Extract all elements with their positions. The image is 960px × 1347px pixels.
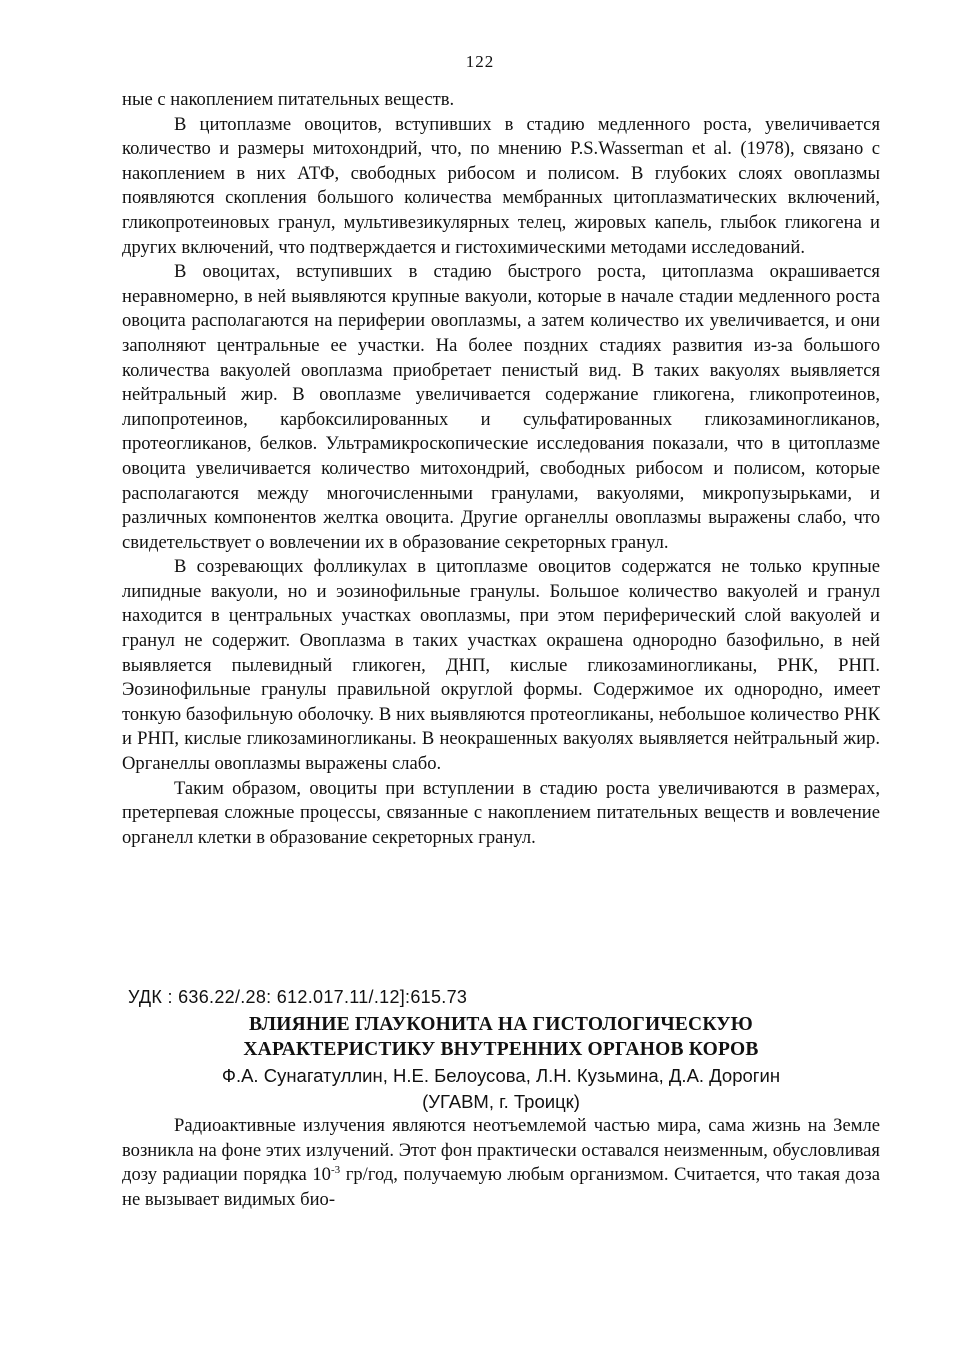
exponent: -3: [330, 1164, 341, 1176]
paragraph: В цитоплазме овоцитов, вступивших в стадию медленного роста, увеличивается количество и размеры митохондрий, что, по мнению P.S.Wasserman et al. (1978), связано с накоплением в них АТФ, свободных рибосом и полисом. В глубоких слоях овоплазмы появляются скопления большого количества мембранных цитоплазматических включений, гликопротеиновых гранул, мультивезикулярных телец, жировых капель, глыбок гликогена и других включений, что подтверждается и гистохимическими методами исследований.: [122, 113, 880, 258]
text-block: [122, 88, 880, 850]
paragraph: Таким образом, овоциты при вступлении в стадию роста увеличиваются в размерах, претерпевая сложные процессы, связанные с накоплением питательных веществ и вовлечение органелл клетки в образование секреторных гранул.: [122, 777, 880, 848]
paragraph-continuation: ные с накоплением питательных веществ.: [122, 89, 455, 110]
paragraph: [122, 1114, 880, 1212]
paragraph: В созревающих фолликулах в цитоплазме овоцитов содержатся не только крупные липидные вакуоли, но и эозинофильные гранулы. Большое количество вакуолей и гранул находится в центральных участках овоплазмы, при этом периферический слой вакуолей и гранул не содержит. Овоплазма в таких участках окрашена однородно базофильно, в ней выявляется пылевидный гликоген, ДНП, кислые гликозаминогликаны, РНК, РНП. Эозинофильные гранулы правильной округлой формы. Содержимое их однородно, имеет тонкую базофильную оболочку. В них выявляются протеогликаны, небольшое количество РНК и РНП, кислые гликозаминогликаны. В неокрашенных вакуолях выявляется нейтральный жир. Органеллы овоплазмы выражены слабо.: [122, 556, 880, 775]
article-title-line-1: ВЛИЯНИЕ ГЛАУКОНИТА НА ГИСТОЛОГИЧЕСКУЮ: [249, 1014, 753, 1035]
article-affiliation: (УГАВМ, г. Троицк): [422, 1091, 580, 1112]
article-intro: [122, 1114, 880, 1212]
paragraph: В овоцитах, вступивших в стадию быстрого роста, цитоплазма окрашивается неравномерно, в ней выявляются крупные вакуоли, которые в начале стадии медленного роста овоцита располагаются на периферии овоплазмы, а затем количество их увеличивается, и они заполняют центральные ее участки. На более поздних стадиях развития из-за большого количества вакуолей овоплазма приобретает пенистый вид. В таких вакуолях выявляется нейтральный жир. В овоплазме увеличивается содержание гликогена, гликопротеинов, липопротеинов, карбоксилированных и сульфатированных гликозаминогликанов, протеогликанов, белков. Ультрамикроскопические исследования показали, что в цитоплазме овоцита увеличивается количество митохондрий, свободных рибосом и полисом, которые располагаются между многочисленными гранулами, вакуолями, микропузырьками, и различных компонентов желтка овоцита. Другие органеллы овоплазмы выражены слабо, что свидетельствует о вовлечении их в образование секреторных гранул.: [122, 261, 880, 553]
article-title-line-2: ХАРАКТЕРИСТИКУ ВНУТРЕННИХ ОРГАНОВ КОРОВ: [243, 1039, 759, 1060]
intro-text-part-1: Радиоактивные излучения являются неотъемлемой частью мира, сама жизнь на Земле возникла на фоне этих излучений. Этот фон практически оставался неизменным, обусловливая дозу радиации порядка 10: [122, 1115, 880, 1186]
article-authors: Ф.А. Сунагатуллин, Н.Е. Белоусова, Л.Н. Кузьмина, Д.А. Дорогин: [221, 1065, 781, 1086]
intro-text-part-2: гр/год, получаемую любым организмом. Считается, что такая доза не вызывает видимых био-: [122, 1164, 880, 1210]
page-number: 122: [465, 52, 495, 71]
udk-code: УДК : 636.22/.28: 612.017.11/.12]:615.73: [128, 987, 468, 1007]
